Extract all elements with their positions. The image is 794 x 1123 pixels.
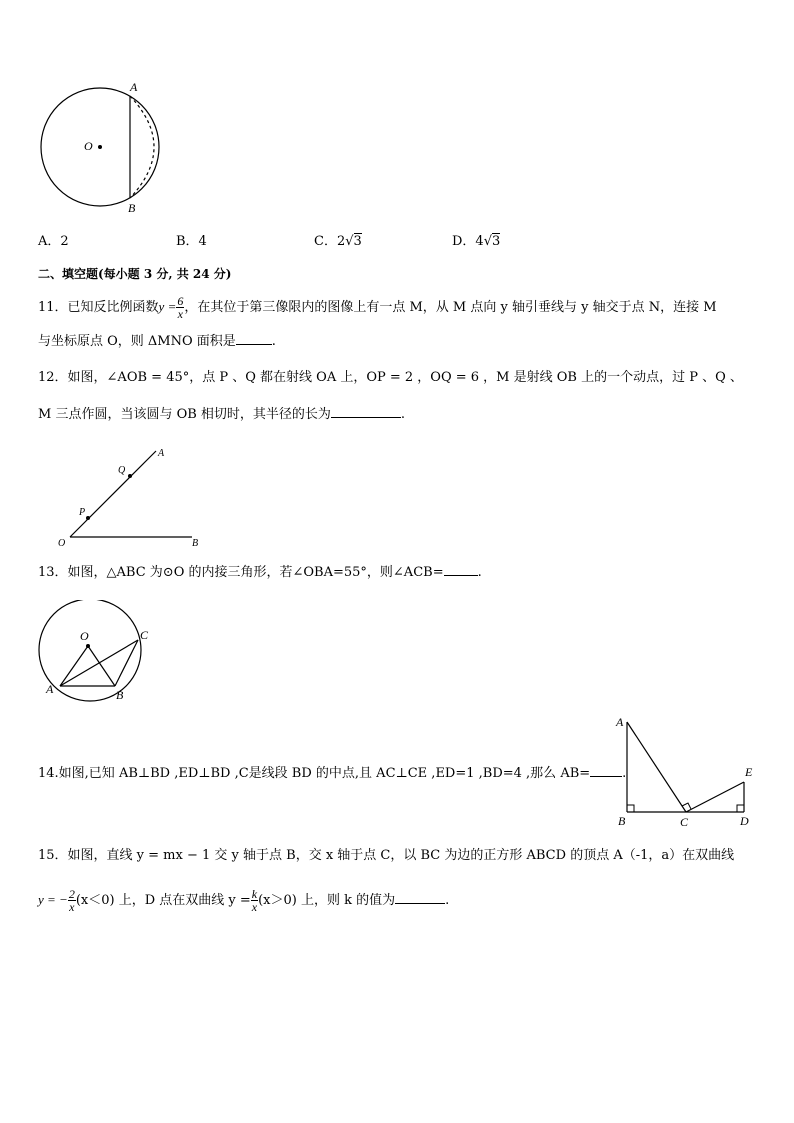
q15-den1: x xyxy=(69,900,75,914)
q10-option-c xyxy=(314,233,362,251)
q11-num: 6 xyxy=(177,294,184,308)
q15-den2: x xyxy=(251,900,258,914)
sqrt-icon: √ xyxy=(483,234,492,249)
q15-num1: 2 xyxy=(68,887,75,901)
q14-text: 14.如图,已知 AB⊥BD ,ED⊥BD ,C是线段 BD 的中点,且 AC⊥CE ,ED=1 ,BD=4 ,那么 AB= xyxy=(38,766,591,781)
q15-line2 xyxy=(38,888,449,913)
q12-label-a: A xyxy=(158,448,165,459)
q10-option-a: A．2 xyxy=(38,234,69,249)
q11-answer-blank[interactable] xyxy=(236,332,272,345)
sqrt-icon: √ xyxy=(345,234,354,249)
q15-end: . xyxy=(445,893,450,908)
q12-label-b: B xyxy=(192,538,199,548)
q14-label-e: E xyxy=(745,765,753,779)
q10-label-b: B xyxy=(128,201,136,215)
q10-option-d-prefix: D．4 xyxy=(452,234,484,249)
q10-option-c-rad: 3 xyxy=(353,234,362,249)
q13-label-b: B xyxy=(116,688,124,702)
q11-end: . xyxy=(271,334,276,349)
q15-l2b: (x＜0) 上，D 点在双曲线 y = xyxy=(75,893,251,908)
q10-option-c-prefix: C．2 xyxy=(314,234,346,249)
q11-line2-text: 与坐标原点 O，则 ΔMNO 面积是 xyxy=(38,334,236,349)
q10-option-d-rad: 3 xyxy=(492,234,501,249)
q13-label-c: C xyxy=(140,628,149,642)
q13-circle-figure xyxy=(30,600,170,704)
q14-segment-ce xyxy=(686,782,744,812)
q13-text-line xyxy=(38,563,482,582)
q13-center-dot xyxy=(86,644,90,648)
q12-label-q: Q xyxy=(118,465,126,476)
q14-label-b: B xyxy=(618,814,626,828)
q10-center-dot xyxy=(98,145,102,149)
q12-point-q xyxy=(128,474,132,478)
q13-end: . xyxy=(477,565,482,580)
q12-angle-figure xyxy=(52,444,212,548)
q11-den: x xyxy=(177,307,183,321)
q10-circle-figure xyxy=(30,78,180,218)
q10-label-o: O xyxy=(84,139,93,153)
q11-line2 xyxy=(38,332,276,351)
q14-right-angle-d xyxy=(737,805,744,812)
q13-answer-blank[interactable] xyxy=(444,563,478,576)
q13-text: 13．如图，△ABC 为⊙O 的内接三角形，若∠OBA=55°，则∠ACB= xyxy=(38,565,444,580)
q12-line1: 12．如图，∠AOB = 45°，点 P 、Q 都在射线 OA 上，OP = 2 ，OQ = 6 ，M 是射线 OB 上的一个动点，过 P 、Q 、 xyxy=(38,370,743,385)
q11-line1 xyxy=(38,295,717,320)
q14-text-line xyxy=(38,764,626,783)
q14-label-c: C xyxy=(680,815,689,829)
q11-y-eq: y = xyxy=(158,299,177,314)
q13-segment-ob xyxy=(88,646,115,686)
q12-answer-blank[interactable] xyxy=(331,405,401,418)
q10-label-a: A xyxy=(130,80,138,94)
q15-answer-blank[interactable] xyxy=(395,891,445,904)
q14-segment-ac xyxy=(627,722,686,812)
q13-segment-oa xyxy=(60,646,88,686)
q14-triangle-figure xyxy=(610,712,770,832)
q12-label-o: O xyxy=(58,538,66,548)
q15-l2c: (x＞0) 上，则 k 的值为 xyxy=(258,893,396,908)
q12-ray-oa xyxy=(70,451,156,537)
q12-line2 xyxy=(38,405,405,424)
q11-rest1: ，在其位于第三像限内的图像上有一点 M，从 M 点向 y 轴引垂线与 y 轴交于点 N，连接 M xyxy=(184,300,717,315)
q13-label-o: O xyxy=(80,629,89,643)
q15-l2a: y = − xyxy=(38,892,68,907)
q14-end: . xyxy=(622,766,627,781)
q10-option-d xyxy=(452,233,500,251)
section-title: 二、填空题(每小题 3 分, 共 24 分) xyxy=(38,267,232,281)
q12-point-p xyxy=(86,516,90,520)
q12-end: . xyxy=(400,407,406,422)
q12-line2-text: M 三点作圆，当该圆与 OB 相切时，其半径的长为 xyxy=(38,407,331,422)
q15-fraction-2 xyxy=(251,888,258,913)
q10-dashed-arc xyxy=(130,96,154,198)
q10-option-b: B．4 xyxy=(176,234,207,249)
q13-label-a: A xyxy=(46,682,54,696)
q11-lead: 11．已知反比例函数 xyxy=(38,300,159,315)
q14-label-d: D xyxy=(740,814,749,828)
q15-line1: 15．如图，直线 y = mx − 1 交 y 轴于点 B，交 x 轴于点 C，以 BC 为边的正方形 ABCD 的顶点 A（-1，a）在双曲线 xyxy=(38,848,735,863)
q15-num2: k xyxy=(251,887,258,901)
q15-fraction-1 xyxy=(68,888,76,913)
q14-right-angle-b xyxy=(627,805,634,812)
q14-label-a: A xyxy=(616,715,624,729)
q12-label-p: P xyxy=(79,507,86,518)
